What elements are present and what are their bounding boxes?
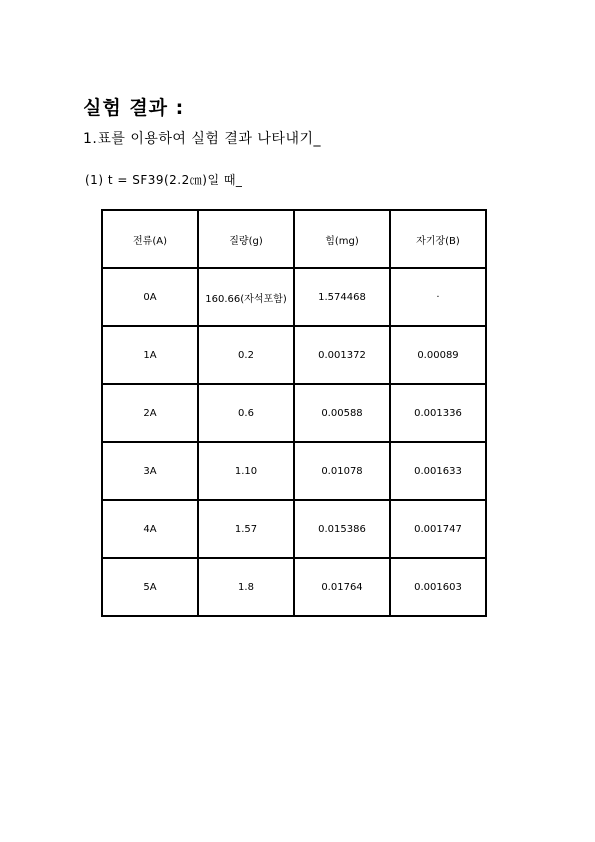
cell-magnetic-field: 0.00089 <box>390 326 486 384</box>
cell-current: 1A <box>102 326 198 384</box>
cell-current: 5A <box>102 558 198 616</box>
cell-magnetic-field: 0.001336 <box>390 384 486 442</box>
table-row <box>102 384 486 442</box>
results-table <box>101 209 487 617</box>
header-magnetic-field: 자기장(B) <box>390 210 486 268</box>
cell-current: 0A <box>102 268 198 326</box>
cell-force: 0.01078 <box>294 442 390 500</box>
cell-mass: 0.6 <box>198 384 294 442</box>
cell-magnetic-field: 0.001633 <box>390 442 486 500</box>
header-mass: 질량(g) <box>198 210 294 268</box>
header-force: 힘(mg) <box>294 210 390 268</box>
cell-mass: 1.57 <box>198 500 294 558</box>
cell-magnetic-field: 0.001747 <box>390 500 486 558</box>
page-title: 실험 결과 : <box>83 97 185 119</box>
table-row <box>102 558 486 616</box>
table-row <box>102 268 486 326</box>
section-heading: 1.표를 이용하여 실험 결과 나타내기_ <box>83 131 321 147</box>
table-row <box>102 500 486 558</box>
header-current: 전류(A) <box>102 210 198 268</box>
cell-current: 3A <box>102 442 198 500</box>
table-row <box>102 326 486 384</box>
cell-force: 0.015386 <box>294 500 390 558</box>
experiment-condition: (1) t = SF39(2.2㎝)일 때_ <box>85 173 243 187</box>
cell-mass: 1.8 <box>198 558 294 616</box>
cell-mass: 160.66(자석포함) <box>198 268 294 326</box>
cell-force: 0.00588 <box>294 384 390 442</box>
cell-magnetic-field: 0.001603 <box>390 558 486 616</box>
table-header-row <box>102 210 486 268</box>
cell-mass: 0.2 <box>198 326 294 384</box>
cell-force: 0.01764 <box>294 558 390 616</box>
cell-magnetic-field: · <box>390 268 486 326</box>
cell-current: 4A <box>102 500 198 558</box>
cell-mass: 1.10 <box>198 442 294 500</box>
cell-current: 2A <box>102 384 198 442</box>
table-row <box>102 442 486 500</box>
cell-force: 1.574468 <box>294 268 390 326</box>
cell-force: 0.001372 <box>294 326 390 384</box>
